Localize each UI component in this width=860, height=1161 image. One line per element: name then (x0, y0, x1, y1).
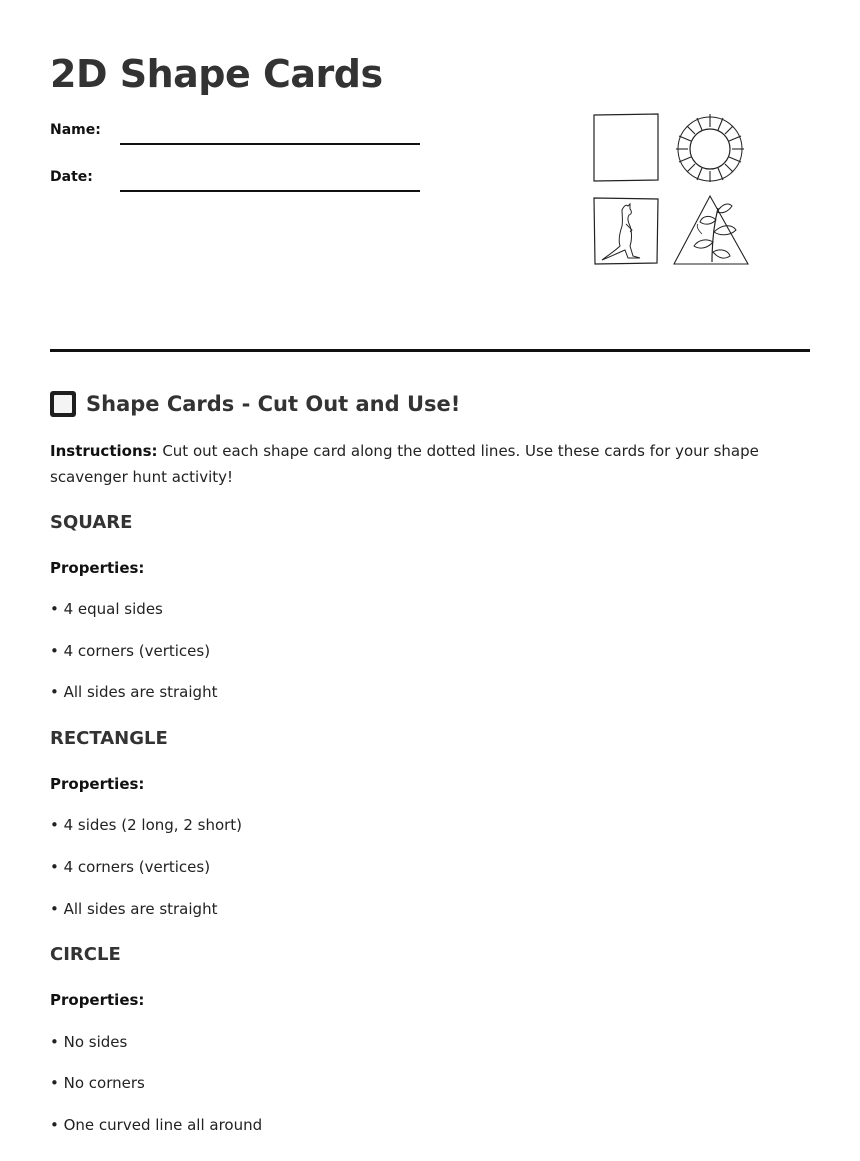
sun-circle-icon (674, 112, 746, 184)
section-divider (50, 349, 810, 352)
properties-label: Properties: (50, 559, 145, 577)
property-item: • No sides (50, 1033, 128, 1051)
date-label: Date: (50, 169, 93, 185)
page-title: 2D Shape Cards (50, 52, 383, 96)
leaf-triangle-icon (672, 194, 750, 266)
property-item: • 4 equal sides (50, 600, 163, 618)
square-icon (592, 112, 660, 182)
property-item: • All sides are straight (50, 683, 218, 701)
property-item: • 4 corners (vertices) (50, 642, 211, 660)
section-heading (50, 388, 460, 420)
shape-name-square: SQUARE (50, 512, 133, 533)
shape-name-rectangle: RECTANGLE (50, 728, 168, 749)
property-item: • One curved line all around (50, 1116, 263, 1134)
shape-illustrations (592, 112, 752, 266)
shape-name-circle: CIRCLE (50, 944, 121, 965)
instructions-label: Instructions: (50, 442, 158, 460)
properties-label: Properties: (50, 775, 145, 793)
property-item: • 4 sides (2 long, 2 short) (50, 816, 243, 834)
white-square-icon (50, 391, 76, 417)
date-field[interactable] (120, 190, 420, 192)
kangaroo-square-icon (592, 196, 660, 266)
properties-label: Properties: (50, 991, 145, 1009)
property-item: • No corners (50, 1074, 145, 1092)
instructions (50, 438, 790, 490)
property-item: • 4 corners (vertices) (50, 858, 211, 876)
section-heading-text: Shape Cards - Cut Out and Use! (86, 392, 461, 416)
property-item: • All sides are straight (50, 900, 218, 918)
name-field[interactable] (120, 143, 420, 145)
name-label: Name: (50, 122, 101, 138)
instructions-text: Cut out each shape card along the dotted lines. Use these cards for your shape scavenger hunt activity! (50, 442, 759, 486)
